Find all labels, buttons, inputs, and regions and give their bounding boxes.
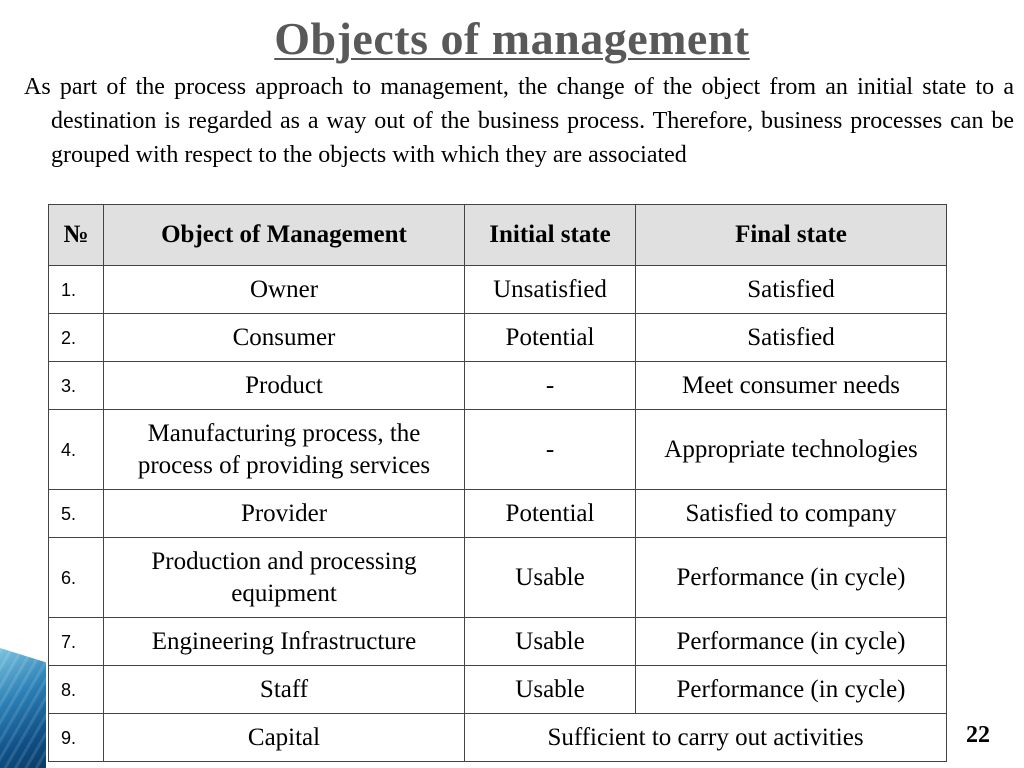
- row-number: 9.: [49, 714, 104, 762]
- objects-table: [48, 204, 947, 762]
- row-number: 7.: [49, 618, 104, 666]
- row-initial-state: Usable: [465, 618, 636, 666]
- row-object: Engineering Infrastructure: [104, 618, 465, 666]
- row-initial-state: Unsatisfied: [465, 266, 636, 314]
- row-final-state: Performance (in cycle): [636, 618, 947, 666]
- row-number: 4.: [49, 410, 104, 490]
- row-final-state: Satisfied: [636, 314, 947, 362]
- table-row: [49, 410, 947, 490]
- row-number: 5.: [49, 490, 104, 538]
- row-number: 1.: [49, 266, 104, 314]
- row-final-state: Appropriate technologies: [636, 410, 947, 490]
- header-number: №: [49, 205, 104, 266]
- row-object: Provider: [104, 490, 465, 538]
- row-final-state: Satisfied to company: [636, 490, 947, 538]
- table-header-row: [49, 205, 947, 266]
- table-row: [49, 362, 947, 410]
- row-initial-state: Usable: [465, 538, 636, 618]
- row-number: 3.: [49, 362, 104, 410]
- row-initial-state: Potential: [465, 314, 636, 362]
- row-object: Owner: [104, 266, 465, 314]
- row-initial-state: -: [465, 362, 636, 410]
- row-number: 6.: [49, 538, 104, 618]
- row-final-state: Satisfied: [636, 266, 947, 314]
- table-row: [49, 314, 947, 362]
- row-merged-state: Sufficient to carry out activities: [465, 714, 947, 762]
- row-final-state: Performance (in cycle): [636, 666, 947, 714]
- table-row: [49, 490, 947, 538]
- row-initial-state: -: [465, 410, 636, 490]
- header-final-state: Final state: [636, 205, 947, 266]
- row-object: Product: [104, 362, 465, 410]
- table-row: [49, 266, 947, 314]
- slide-title: Objects of management: [274, 13, 750, 64]
- table-row: [49, 538, 947, 618]
- table-row: [49, 618, 947, 666]
- row-object: Manufacturing process, the process of providing services: [104, 410, 465, 490]
- corner-decoration: [0, 648, 46, 768]
- page-number: 22: [966, 722, 990, 748]
- row-object: Capital: [104, 714, 465, 762]
- intro-paragraph: As part of the process approach to management, the change of the object from an initial state to a destination is regarded as a way out of the business process. Therefore, business processes can be grouped with respect to the objects with which they are associated: [24, 74, 1014, 168]
- table-row: [49, 714, 947, 762]
- row-object: Staff: [104, 666, 465, 714]
- row-object: Consumer: [104, 314, 465, 362]
- row-number: 8.: [49, 666, 104, 714]
- row-final-state: Meet consumer needs: [636, 362, 947, 410]
- row-number: 2.: [49, 314, 104, 362]
- table-row: [49, 666, 947, 714]
- row-object: Production and processing equipment: [104, 538, 465, 618]
- row-initial-state: Potential: [465, 490, 636, 538]
- header-initial-state: Initial state: [465, 205, 636, 266]
- header-object: Object of Management: [104, 205, 465, 266]
- row-initial-state: Usable: [465, 666, 636, 714]
- row-final-state: Performance (in cycle): [636, 538, 947, 618]
